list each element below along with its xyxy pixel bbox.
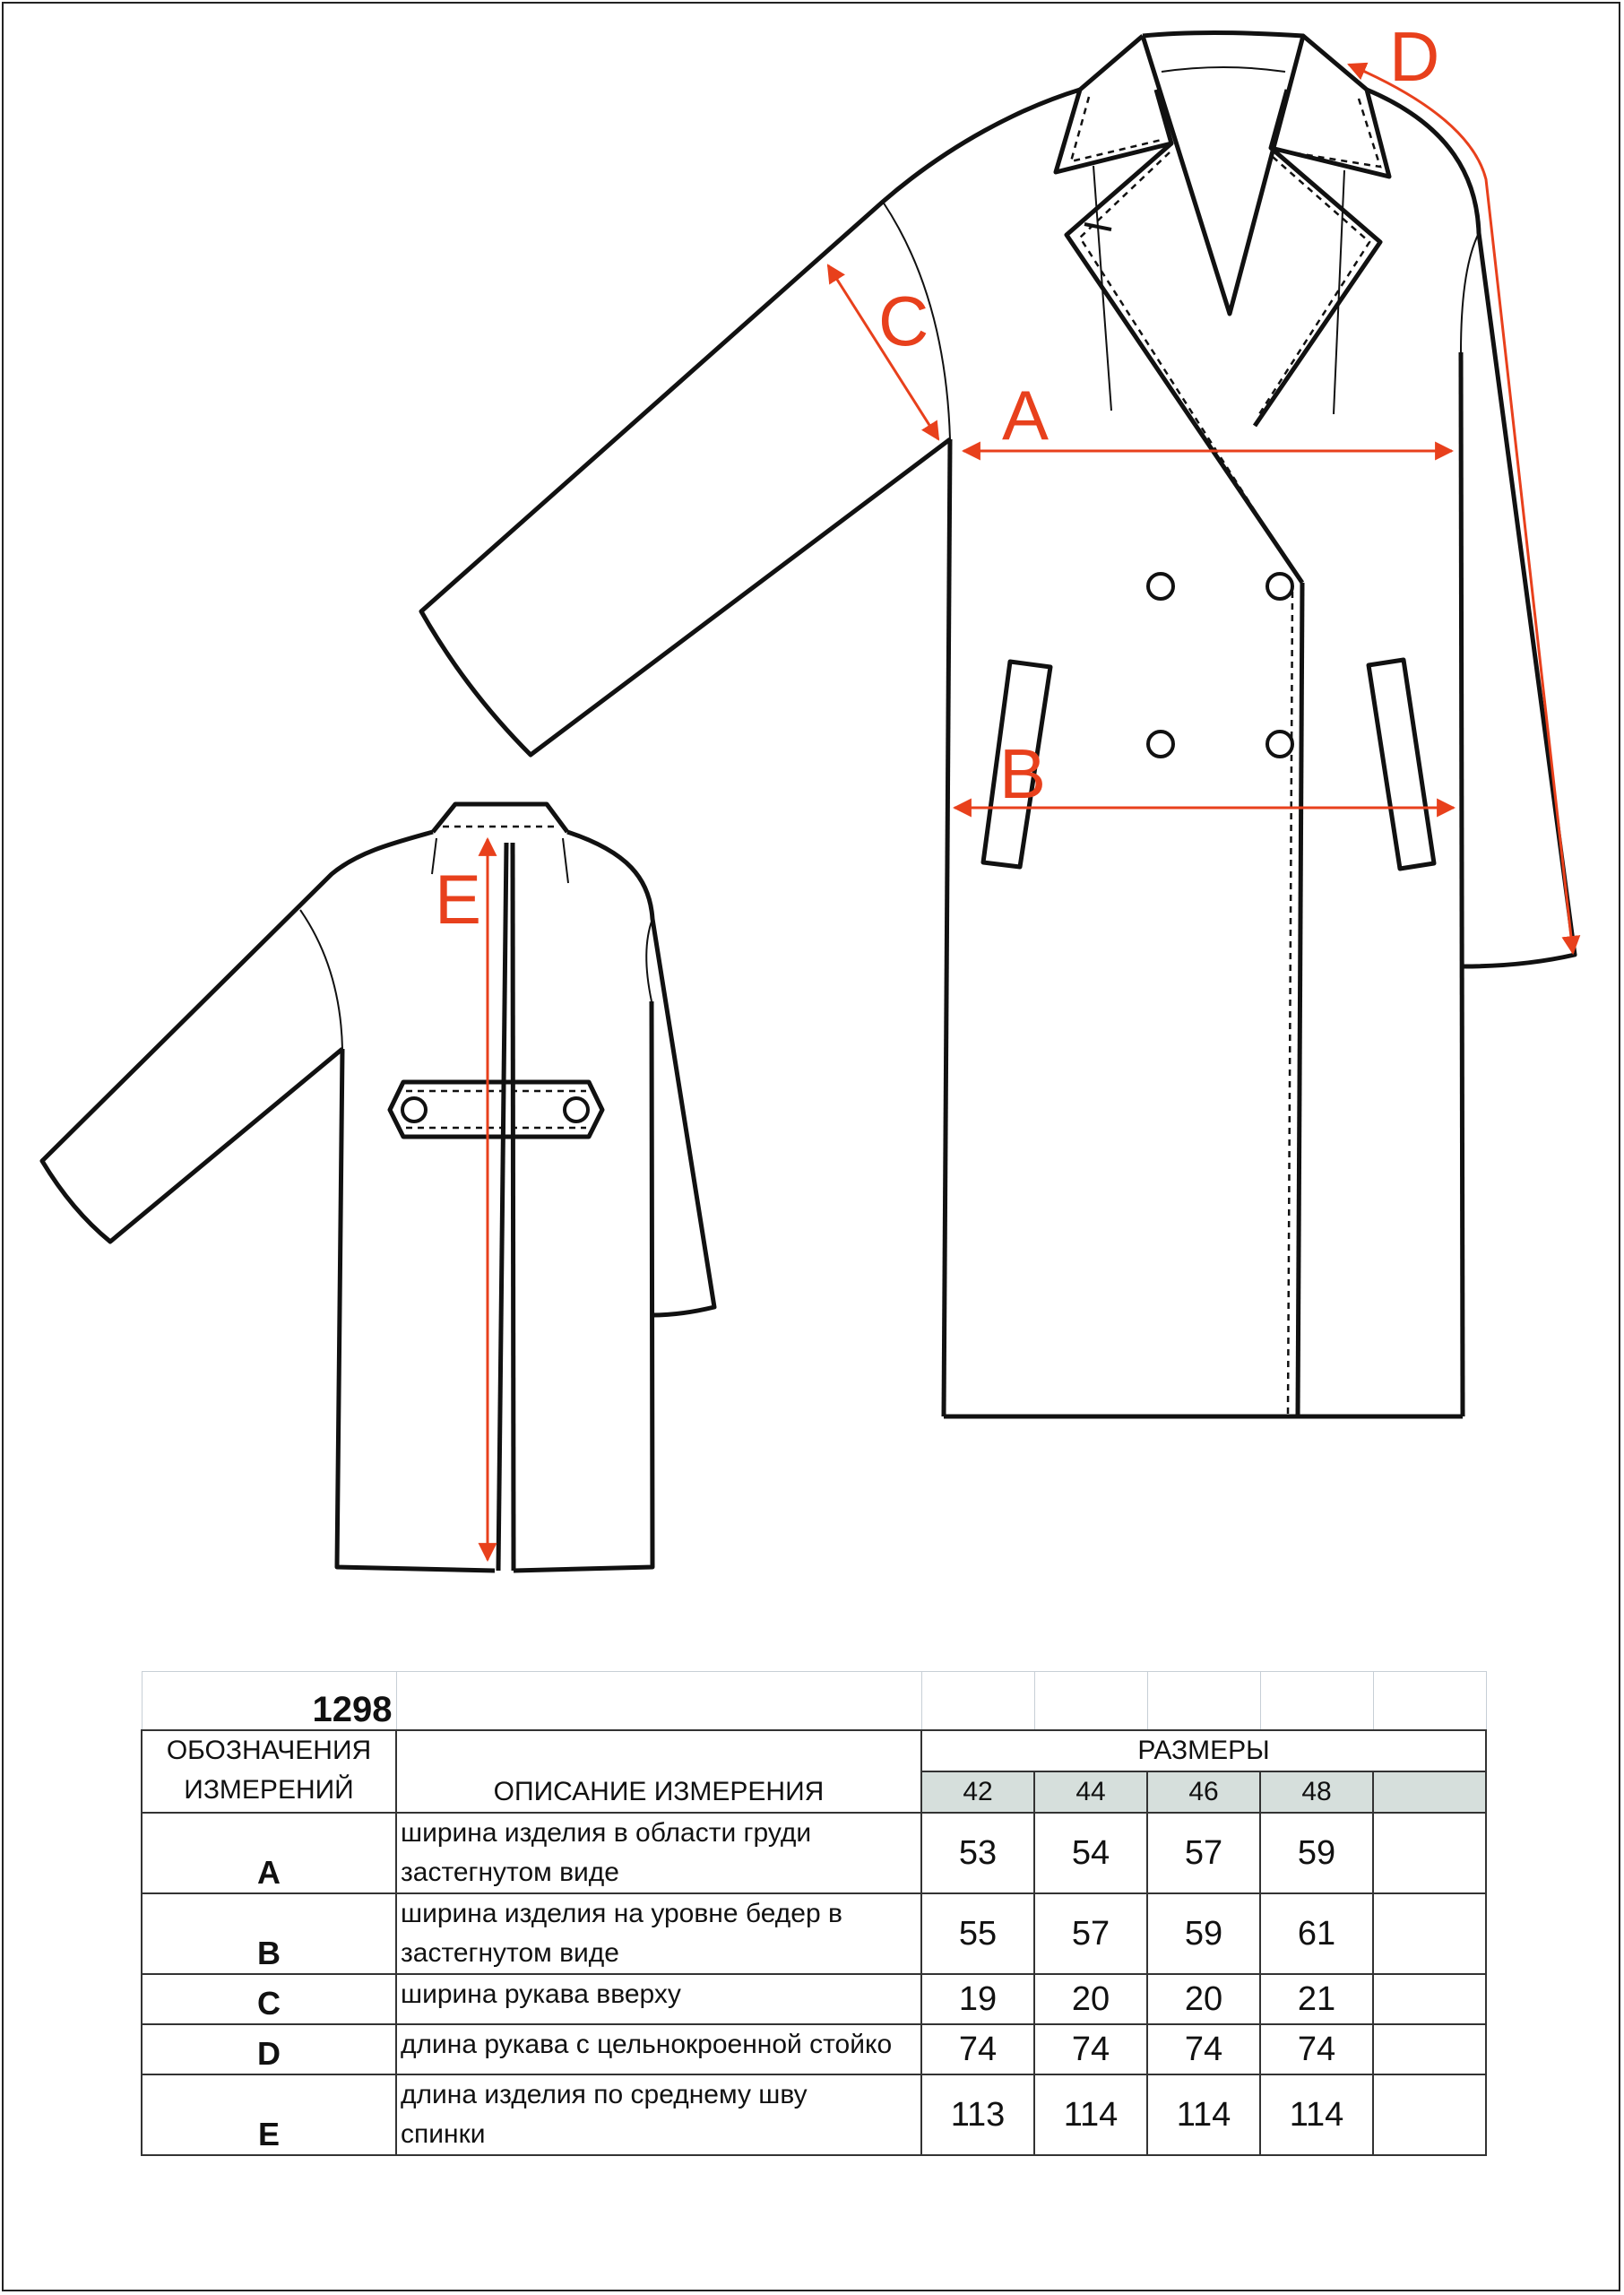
measurement-description: ширина изделия в области груди застегнутом виде	[396, 1813, 921, 1893]
measurement-value: 114	[1034, 2074, 1147, 2155]
button-icon	[402, 1098, 426, 1122]
front-center-line	[1143, 36, 1303, 314]
front-collar-stand-left	[1080, 36, 1143, 90]
measurement-value: 74	[1034, 2024, 1147, 2074]
front-right-body-side	[1461, 352, 1463, 1416]
front-collar-stand	[1143, 33, 1367, 91]
back-view	[42, 804, 714, 1571]
table-row	[142, 1974, 1486, 2024]
measurement-value: 55	[921, 1893, 1034, 1974]
measurement-value: 20	[1147, 1974, 1260, 2024]
description-header: ОПИСАНИЕ ИЗМЕРЕНИЯ	[396, 1730, 921, 1813]
label-e: E	[435, 860, 482, 939]
measurement-table	[141, 1671, 1487, 2156]
measurement-description: длина рукава с цельнокроенной стойко	[396, 2024, 921, 2074]
size-header-cell: 46	[1147, 1771, 1260, 1813]
measurement-value: 59	[1260, 1813, 1373, 1893]
measurement-value: 57	[1034, 1893, 1147, 1974]
measurement-code: A	[142, 1813, 396, 1893]
table-row	[142, 2024, 1486, 2074]
sizes-header: РАЗМЕРЫ	[921, 1730, 1486, 1771]
measurement-description: ширина изделия на уровне бедер в застегнутом виде	[396, 1893, 921, 1974]
table-row	[142, 1813, 1486, 1893]
measurement-value: 74	[921, 2024, 1034, 2074]
measurement-value: 74	[1260, 2024, 1373, 2074]
measurement-value: 20	[1034, 1974, 1147, 2024]
measurement-value: 113	[921, 2074, 1034, 2155]
label-b: B	[999, 734, 1047, 813]
label-c: C	[878, 281, 929, 360]
front-left-body-side	[944, 439, 950, 1416]
measurement-value: 21	[1260, 1974, 1373, 2024]
measurement-value: 114	[1147, 2074, 1260, 2155]
measurement-value	[1373, 1974, 1486, 2024]
back-left-sleeve	[42, 832, 433, 1242]
back-collar	[433, 804, 567, 832]
back-right-side	[514, 1001, 652, 1571]
front-right-sleeve	[1367, 90, 1575, 966]
front-right-lapel	[1255, 148, 1380, 426]
measurement-value	[1373, 1813, 1486, 1893]
front-thin-lines	[883, 67, 1479, 439]
back-center-seam	[498, 843, 506, 1571]
size-header-cell: 44	[1034, 1771, 1147, 1813]
button-icon	[565, 1098, 588, 1122]
measurement-code: B	[142, 1893, 396, 1974]
button-icon	[1148, 574, 1173, 599]
designation-header: ОБОЗНАЧЕНИЯ ИЗМЕРЕНИЙ	[142, 1730, 396, 1813]
measurement-code: E	[142, 2074, 396, 2155]
button-icon	[1148, 732, 1173, 757]
measurement-code: C	[142, 1974, 396, 2024]
size-header-cell: 48	[1260, 1771, 1373, 1813]
measurement-description: длина изделия по среднему шву спинки	[396, 2074, 921, 2155]
front-left-lapel	[1067, 143, 1302, 583]
model-row	[142, 1672, 1486, 1731]
measurement-value: 19	[921, 1974, 1034, 2024]
size-header-cell	[1373, 1771, 1486, 1813]
front-view	[421, 33, 1575, 1417]
front-buttons	[1148, 574, 1292, 757]
back-left-side	[337, 1049, 495, 1571]
measurement-value: 61	[1260, 1893, 1373, 1974]
measurement-value	[1373, 2074, 1486, 2155]
measurement-value: 57	[1147, 1813, 1260, 1893]
front-placket	[1298, 583, 1302, 1416]
measurement-code: D	[142, 2024, 396, 2074]
back-right-sleeve	[567, 832, 714, 1315]
measurement-value: 54	[1034, 1813, 1147, 1893]
measurement-labels	[435, 17, 1439, 939]
size-header-cell: 42	[921, 1771, 1034, 1813]
table-row	[142, 1893, 1486, 1974]
model-number: 1298	[142, 1672, 396, 1731]
measurement-value: 74	[1147, 2024, 1260, 2074]
button-icon	[1267, 732, 1292, 757]
front-right-pocket-welt	[1369, 660, 1434, 869]
front-left-sleeve	[421, 90, 1080, 755]
measurement-value: 59	[1147, 1893, 1260, 1974]
label-a: A	[1002, 376, 1050, 455]
header-row	[142, 1730, 1486, 1771]
measurement-value: 114	[1260, 2074, 1373, 2155]
measurement-value	[1373, 1893, 1486, 1974]
measurement-value: 53	[921, 1813, 1034, 1893]
back-buttons	[402, 1098, 588, 1122]
back-center-seam-right	[513, 843, 514, 1571]
measurement-description: ширина рукава вверху	[396, 1974, 921, 2024]
label-d: D	[1389, 17, 1440, 96]
button-icon	[1267, 574, 1292, 599]
measurement-value	[1373, 2024, 1486, 2074]
table-row	[142, 2074, 1486, 2155]
table-body	[142, 1813, 1486, 2155]
